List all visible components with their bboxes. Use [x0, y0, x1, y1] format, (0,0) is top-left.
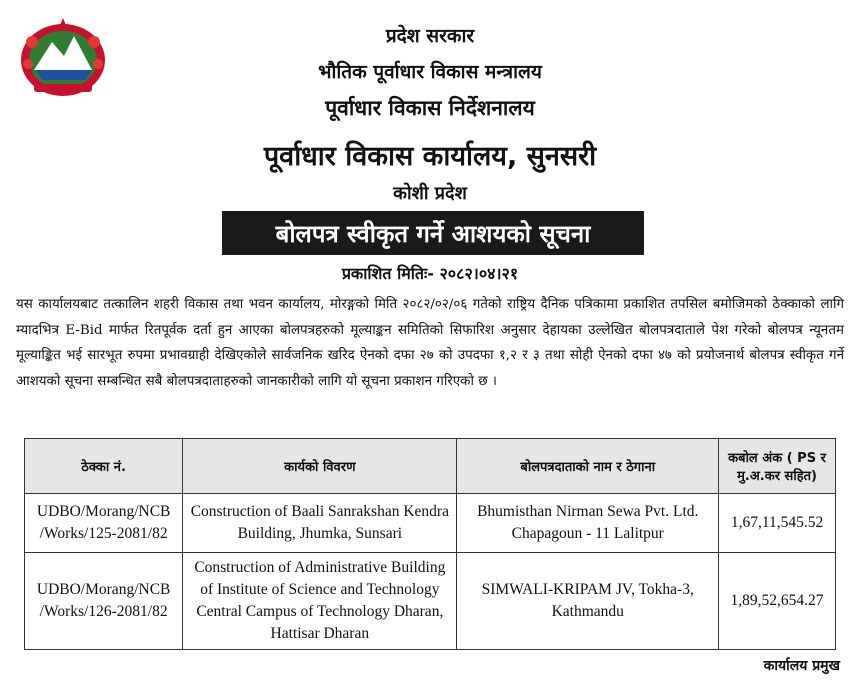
header-ministry: भौतिक पूर्वाधार विकास मन्त्रालय [318, 61, 542, 83]
amount-cell: 1,67,11,545.52 [719, 494, 836, 553]
table-row [25, 553, 836, 650]
header-contract-no: ठेक्का नं. [25, 439, 183, 494]
header-province: कोशी प्रदेश [393, 183, 467, 204]
header-directorate: पूर्वाधार विकास निर्देशनालय [325, 96, 535, 120]
bidder-cell: Bhumisthan Nirman Sewa Pvt. Ltd. Chapagoun - 11 Lalitpur [457, 494, 719, 553]
table-row [25, 494, 836, 553]
description-cell: Construction of Administrative Building of Institute of Science and Technology Central Campus of Technology Dharan, Hattisar Dharan [183, 553, 457, 650]
contract-no-cell: UDBO/Morang/NCB /Works/125-2081/82 [25, 494, 183, 553]
notice-body: यस कार्यालयबाट तत्कालिन शहरी विकास तथा भवन कार्यालय, मोरङ्गको मिति २०८२/०२/०६ गतेको राष्ट्रिय दैनिक पत्रिकामा प्रकाशित तपसिल बमोजिमको ठेक्काको लागि म्यादभित्र E-Bid मार्फत रितपूर्वक दर्ता हुन आएका बोलपत्रहरुको मूल्याङ्कन समितिको सिफारिश अनुसार देहायका उल्लेखित बोलपत्रदाताले पेश गरेको बोलपत्र न्यूनतम मूल्याङ्कित भई सारभूत रुपमा प्रभावग्राही देखिएकोले सार्वजनिक खरिद ऐनको दफा २७ को उपदफा १,२ र ३ तथा सोही ऐनको दफा ४७ को प्रयोजनार्थ बोलपत्र स्वीकृत गर्ने आशयको सूचना सम्बन्धित सबै बोलपत्रदाताहरुको जानकारीको लागि यो सूचना प्रकाशन गरिएको छ । [16, 297, 844, 389]
table-header-row [25, 439, 836, 494]
header-government: प्रदेश सरकार [385, 25, 475, 47]
bidder-cell: SIMWALI-KRIPAM JV, Tokha-3, Kathmandu [457, 553, 719, 650]
bid-table [24, 438, 836, 650]
header-description: कार्यको विवरण [183, 439, 457, 494]
published-date: प्रकाशित मितिः- २०८२।०४।२१ [341, 264, 519, 283]
header-bidder: बोलपत्रदाताको नाम र ठेगाना [457, 439, 719, 494]
amount-cell: 1,89,52,654.27 [719, 553, 836, 650]
office-chief-signature-label: कार्यालय प्रमुख [763, 658, 840, 674]
notice-title: बोलपत्र स्वीकृत गर्ने आशयको सूचना [222, 211, 644, 255]
header-amount: कबोल अंक ( PS र मु.अ.कर सहित) [719, 439, 836, 494]
description-cell: Construction of Baali Sanrakshan Kendra Building, Jhumka, Sunsari [183, 494, 457, 553]
header-office: पूर्वाधार विकास कार्यालय, सुनसरी [263, 141, 597, 172]
contract-no-cell: UDBO/Morang/NCB /Works/126-2081/82 [25, 553, 183, 650]
